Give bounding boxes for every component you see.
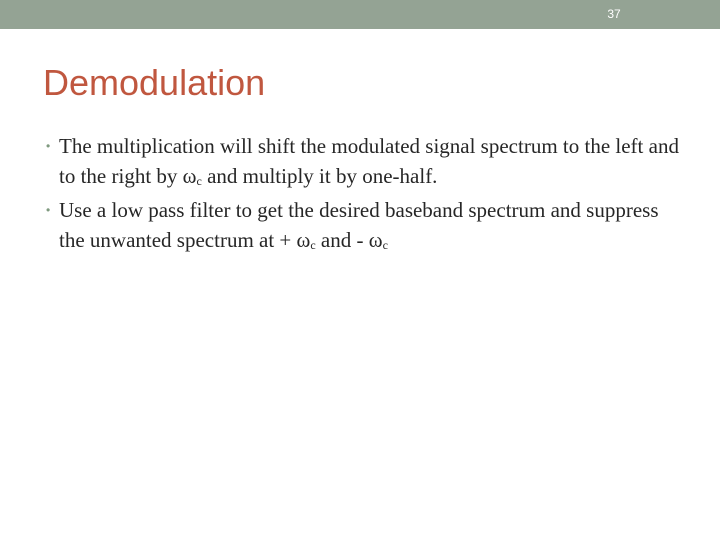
- header-bar: [0, 0, 720, 29]
- bullet-list: [46, 131, 686, 255]
- text-segment: and - ω: [315, 228, 383, 252]
- bullet-icon: •: [46, 139, 51, 153]
- bullet-text: [59, 131, 686, 191]
- subscript: c: [310, 238, 316, 252]
- bullet-icon: •: [46, 203, 51, 217]
- slide-number: 37: [607, 7, 621, 21]
- text-segment: The multiplication will shift the modulated signal spectrum to the left and to the right by ω: [59, 134, 679, 188]
- subscript: c: [382, 238, 388, 252]
- subscript: c: [196, 174, 202, 188]
- bullet-text: [59, 195, 686, 255]
- slide-title: Demodulation: [43, 62, 266, 103]
- list-item: [46, 131, 686, 191]
- text-segment: Use a low pass filter to get the desired baseband spectrum and suppress the unwanted spectrum at + ω: [59, 198, 659, 252]
- list-item: [46, 195, 686, 255]
- text-segment: and multiply it by one-half.: [201, 164, 438, 188]
